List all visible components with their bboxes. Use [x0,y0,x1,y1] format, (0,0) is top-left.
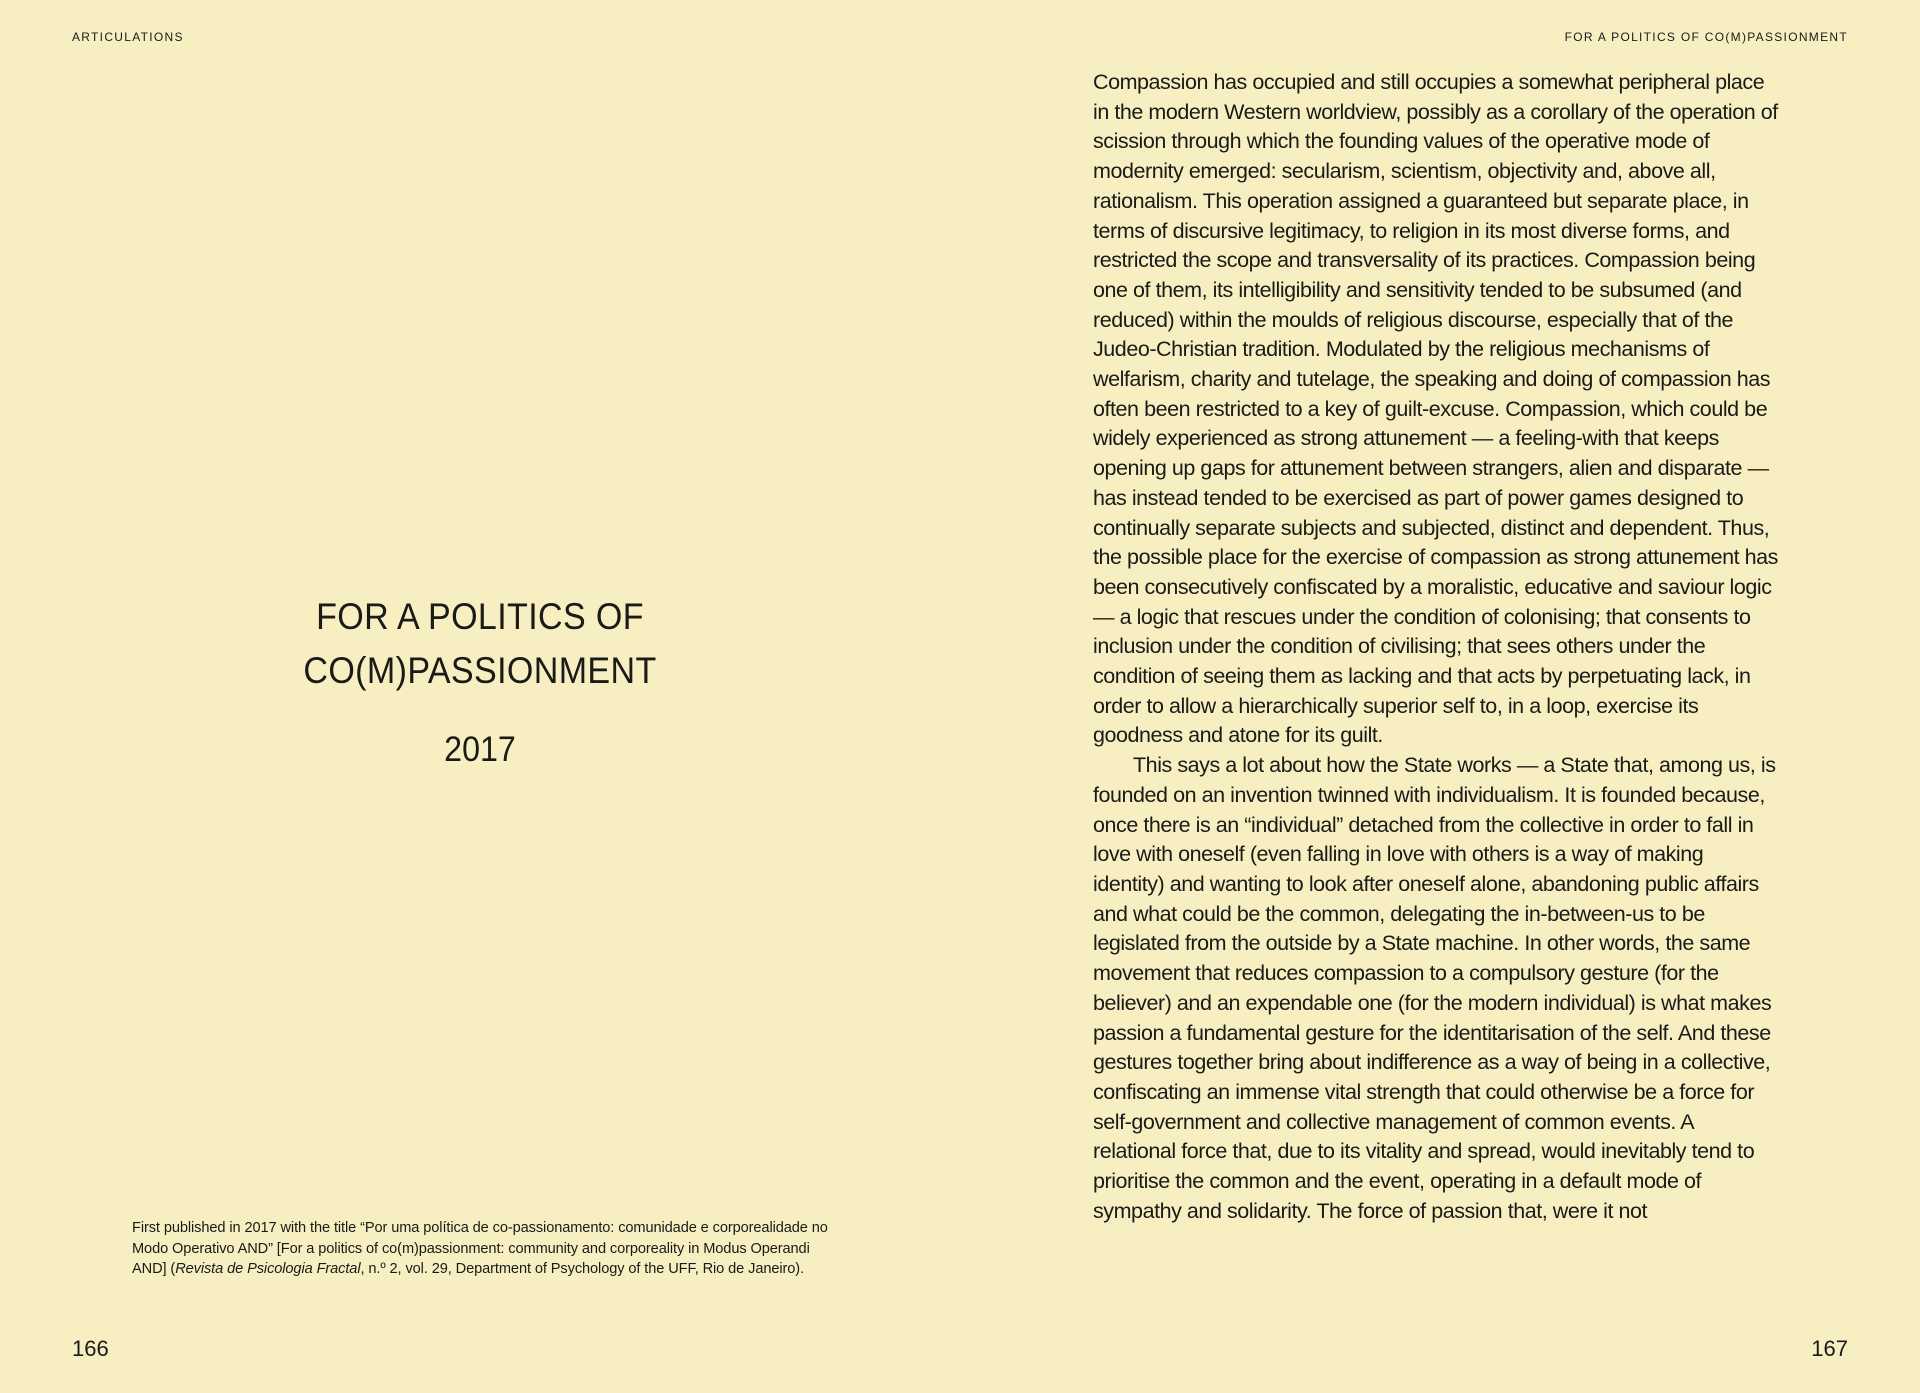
chapter-year: 2017 [444,730,516,769]
right-page [960,0,1920,1393]
page-number-right: 167 [1811,1336,1848,1361]
publication-note [132,1218,832,1280]
running-head-left: ARTICULATIONS [72,30,184,44]
body-paragraph-1: Compassion has occupied and still occupies a somewhat peripheral place in the modern Western worldview, possibly as a corollary of the operation of scission through which the founding values of the operative mode of modernity emerged: secularism, scientism, objectivity and, above all, rationalism. This operation assigned a guaranteed but separate place, in terms of discursive legitimacy, to religion in its most diverse forms, and restricted the scope and transversality of its practices. Compassion being one of them, its intelligibility and sensitivity tended to be subsumed (and reduced) within the moulds of religious discourse, especially that of the Judeo-Christian tradition. Modulated by the religious mechanisms of welfarism, charity and tutelage, the speaking and doing of compassion has often been restricted to a key of guilt-excuse. Compassion, which could be widely experienced as strong attunement — a feeling-with that keeps opening up gaps for attunement between strangers, alien and disparate — has instead tended to be exercised as part of power games designed to continually separate subjects and subjected, distinct and dependent. Thus, the possible place for the exercise of compassion as strong attunement has been consecutively confiscated by a moralistic, educative and saviour logic — a logic that rescues under the condition of colonising; that consents to inclusion under the condition of civilising; that sees others under the condition of seeing them as lacking and that acts by perpetuating lack, in order to allow a hierarchically superior self to, in a loop, exercise its goodness and atone for its guilt. [1093,70,1778,748]
publication-note-text: First published in 2017 with the title “Por uma política de co-passionamento: comunidade e corporealidade no Modo Operativo AND” [For a politics of co(m)passionment: community and corporeality in Modus Operandi AND] ( [132,1220,828,1277]
publication-note-details: , n.º 2, vol. 29, Department of Psychology of the UFF, Rio de Janeiro). [360,1261,805,1277]
chapter-title-block [160,590,800,770]
chapter-title: FOR A POLITICS OF CO(M)PASSIONMENT [303,596,657,691]
running-head-right: FOR A POLITICS OF CO(M)PASSIONMENT [1564,30,1848,44]
body-paragraph-2: This says a lot about how the State works — a State that, among us, is founded on an invention twinned with individualism. It is founded because, once there is an “individual” detached from the collective in order to fall in love with oneself (even falling in love with others is a way of making identity) and wanting to look after oneself alone, abandoning public affairs and what could be the common, delegating the in-between-us to be legislated from the outside by a State machine. In other words, the same movement that reduces compassion to a compulsory gesture (for the believer) and an expendable one (for the modern individual) is what makes passion a fundamental gesture for the identitarisation of the self. And these gestures together bring about indifference as a way of being in a collective, confiscating an immense vital strength that could otherwise be a force for self-government and collective management of common events. A relational force that, due to its vitality and spread, would inevitably tend to prioritise the common and the event, operating in a default mode of sympathy and solidarity. The force of passion that, were it not [1093,753,1776,1223]
page-number-left: 166 [72,1336,109,1361]
body-text [1093,68,1779,1226]
publication-note-journal: Revista de Psicologia Fractal [175,1261,361,1277]
